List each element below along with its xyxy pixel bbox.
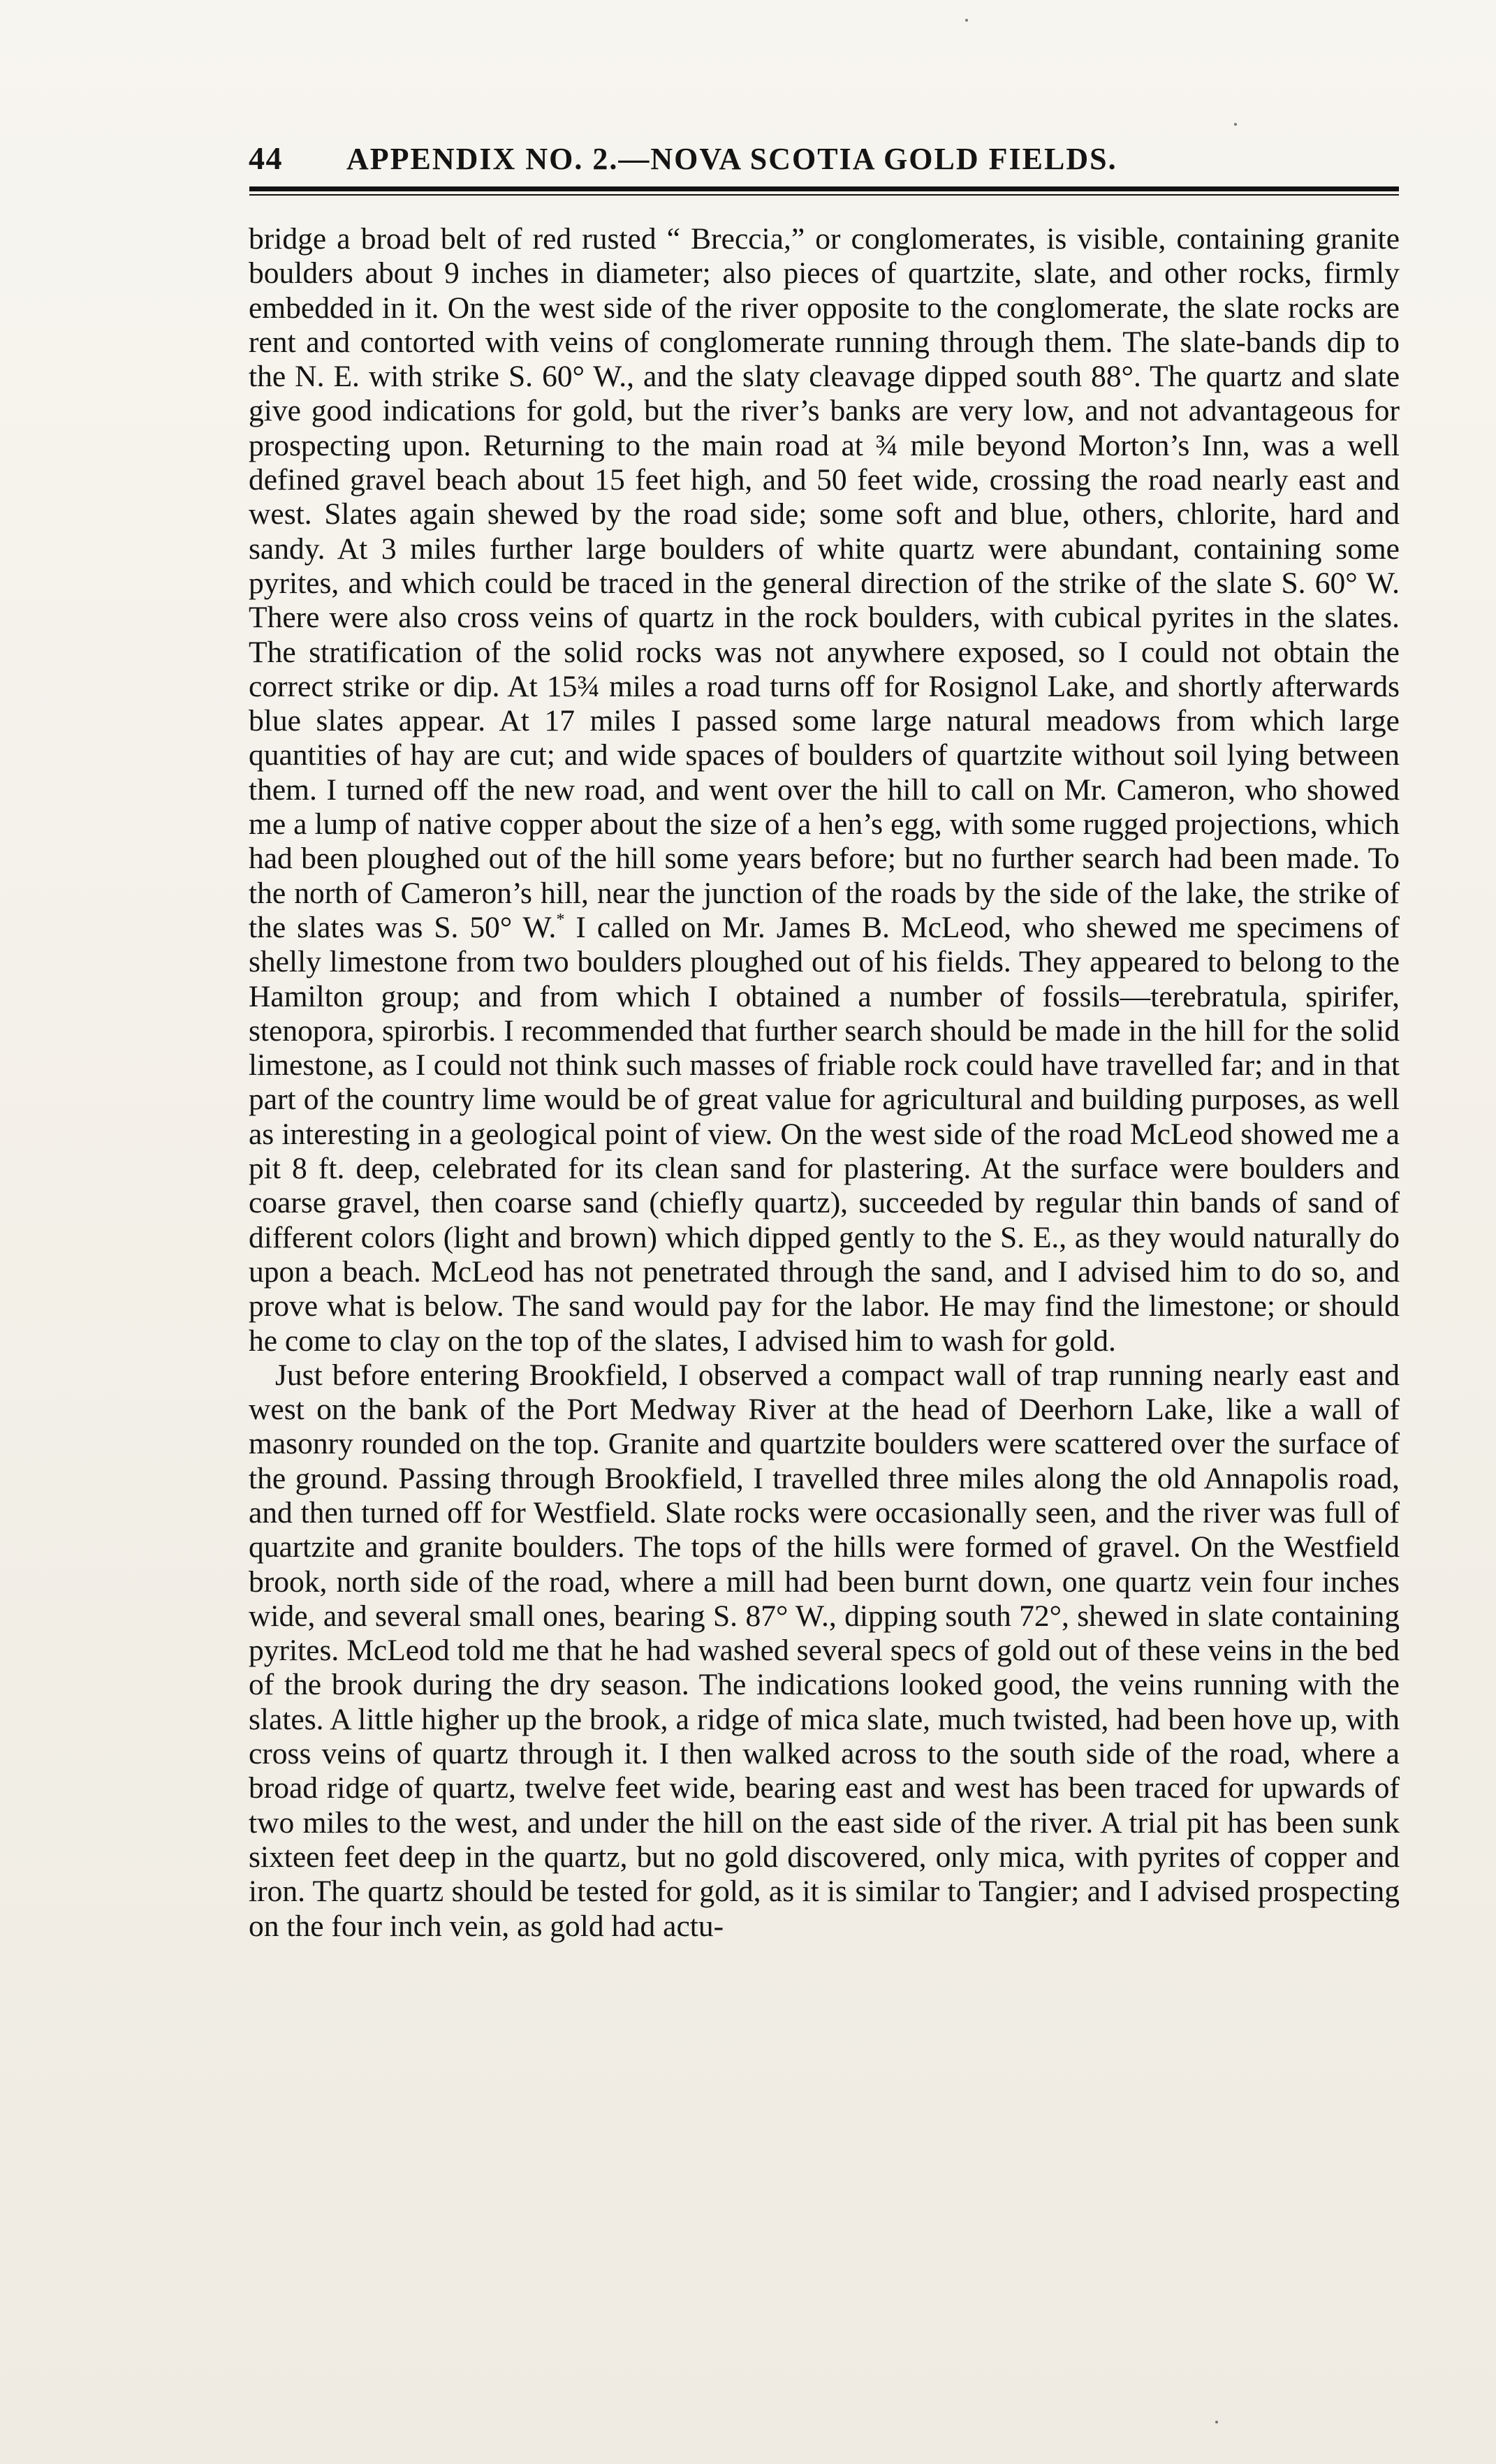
page-number: 44 (249, 140, 283, 176)
paper-speck (1234, 123, 1237, 126)
paragraph-1-continuation: I called on Mr. James B. McLeod, who shewed me specimens of shelly limestone from two boulders ploughed out of his fields. They appeared to belong to the Hamilton group; and from which I obtained a number of fossils—terebratula, spirifer, stenopora, spirorbis. I recommended that further search should be made in the hill for the solid limestone, as I could not think such masses of friable rock could have travelled far; and in that part of the country lime would be of great value for agricultural and building purposes, as well as interesting in a geological point of view. On the west side of the road McLeod showed me a pit 8 ft. deep, celebrated for its clean sand for plastering. At the surface were boulders and coarse gravel, then coarse sand (chiefly quartz), succeeded by regular thin bands of sand of different colors (light and brown) which dipped gently to the S. E., as they would naturally do upon a beach. McLeod has not penetrated through the sand, and I advised him to do so, and prove what is below. The sand would pay for the labor. He may find the limestone; or should he come to clay on the top of the slates, I advised him to wash for gold. (249, 910, 1400, 1358)
paper-speck (965, 19, 968, 22)
running-head-title: APPENDIX NO. 2.—NOVA SCOTIA GOLD FIELDS. (346, 142, 1117, 176)
paper-speck (1215, 2421, 1218, 2423)
body-paragraph-2: Just before entering Brookfield, I observed a compact wall of trap running nearly east and west on the bank of the Port Medway River at the head of Deerhorn Lake, like a wall of masonry rounded on the top. Granite and quartzite boulders were scattered over the surface of the ground. Passing through Brookfield, I travelled three miles along the old Annapolis road, and then turned off for Westfield. Slate rocks were occasionally seen, and the river was full of quartzite and granite boulders. The tops of the hills were formed of gravel. On the Westfield brook, north side of the road, where a mill had been burnt down, one quartz vein four inches wide, and several small ones, bearing S. 87° W., dipping south 72°, shewed in slate containing pyrites. McLeod told me that he had washed several specs of gold out of these veins in the bed of the brook during the dry season. The indications looked good, the veins running with the slates. A little higher up the brook, a ridge of mica slate, much twisted, had been hove up, with cross veins of quartz through it. I then walked across to the south side of the road, where a broad ridge of quartz, twelve feet wide, bearing east and west has been traced for upwards of two miles to the west, and under the hill on the east side of the river. A trial pit has been sunk sixteen feet deep in the quartz, but no gold discovered, only mica, with pyrites of copper and iron. The quartz should be tested for gold, as it is similar to Tangier; and I advised prospecting on the four inch vein, as gold had actu- (249, 1358, 1400, 1943)
paragraph-1-text: bridge a broad belt of red rusted “ Breccia,” or conglomerates, is visible, containing granite boulders about 9 inches in diameter; also pieces of quartzite, slate, and other rocks, firmly embedded in it. On the west side of the river opposite to the conglomerate, the slate rocks are rent and contorted with veins of conglomerate running through them. The slate-bands dip to the N. E. with strike S. 60° W., and the slaty cleavage dipped south 88°. The quartz and slate give good indications for gold, but the river’s banks are very low, and not advantageous for prospecting upon. Returning to the main road at ¾ mile beyond Morton’s Inn, was a well defined gravel beach about 15 feet high, and 50 feet wide, crossing the road nearly east and west. Slates again shewed by the road side; some soft and blue, others, chlorite, hard and sandy. At 3 miles further large boulders of white quartz were abundant, containing some pyrites, and which could be traced in the general direction of the strike of the slate S. 60° W. There were also cross veins of quartz in the rock boulders, with cubical pyrites in the slates. The stratification of the solid rocks was not anywhere exposed, so I could not obtain the correct strike or dip. At 15¾ miles a road turns off for Rosignol Lake, and shortly afterwards blue slates appear. At 17 miles I passed some large natural meadows from which large quantities of hay are cut; and wide spaces of boulders of quartzite without soil lying between them. I turned off the new road, and went over the hill to call on Mr. Cameron, who showed me a lump of native copper about the size of a hen’s egg, with some rugged projections, which had been ploughed out of the hill some years before; but no further search had been made. To the north of Cameron’s hill, near the junction of the roads by the side of the lake, the strike of the slates was S. 50° W. (249, 222, 1400, 944)
footnote-reference: * (556, 910, 565, 929)
header-double-rule (249, 186, 1399, 196)
page-header (249, 136, 1398, 177)
document-body (249, 222, 1400, 2282)
body-paragraph-1 (249, 222, 1400, 1358)
